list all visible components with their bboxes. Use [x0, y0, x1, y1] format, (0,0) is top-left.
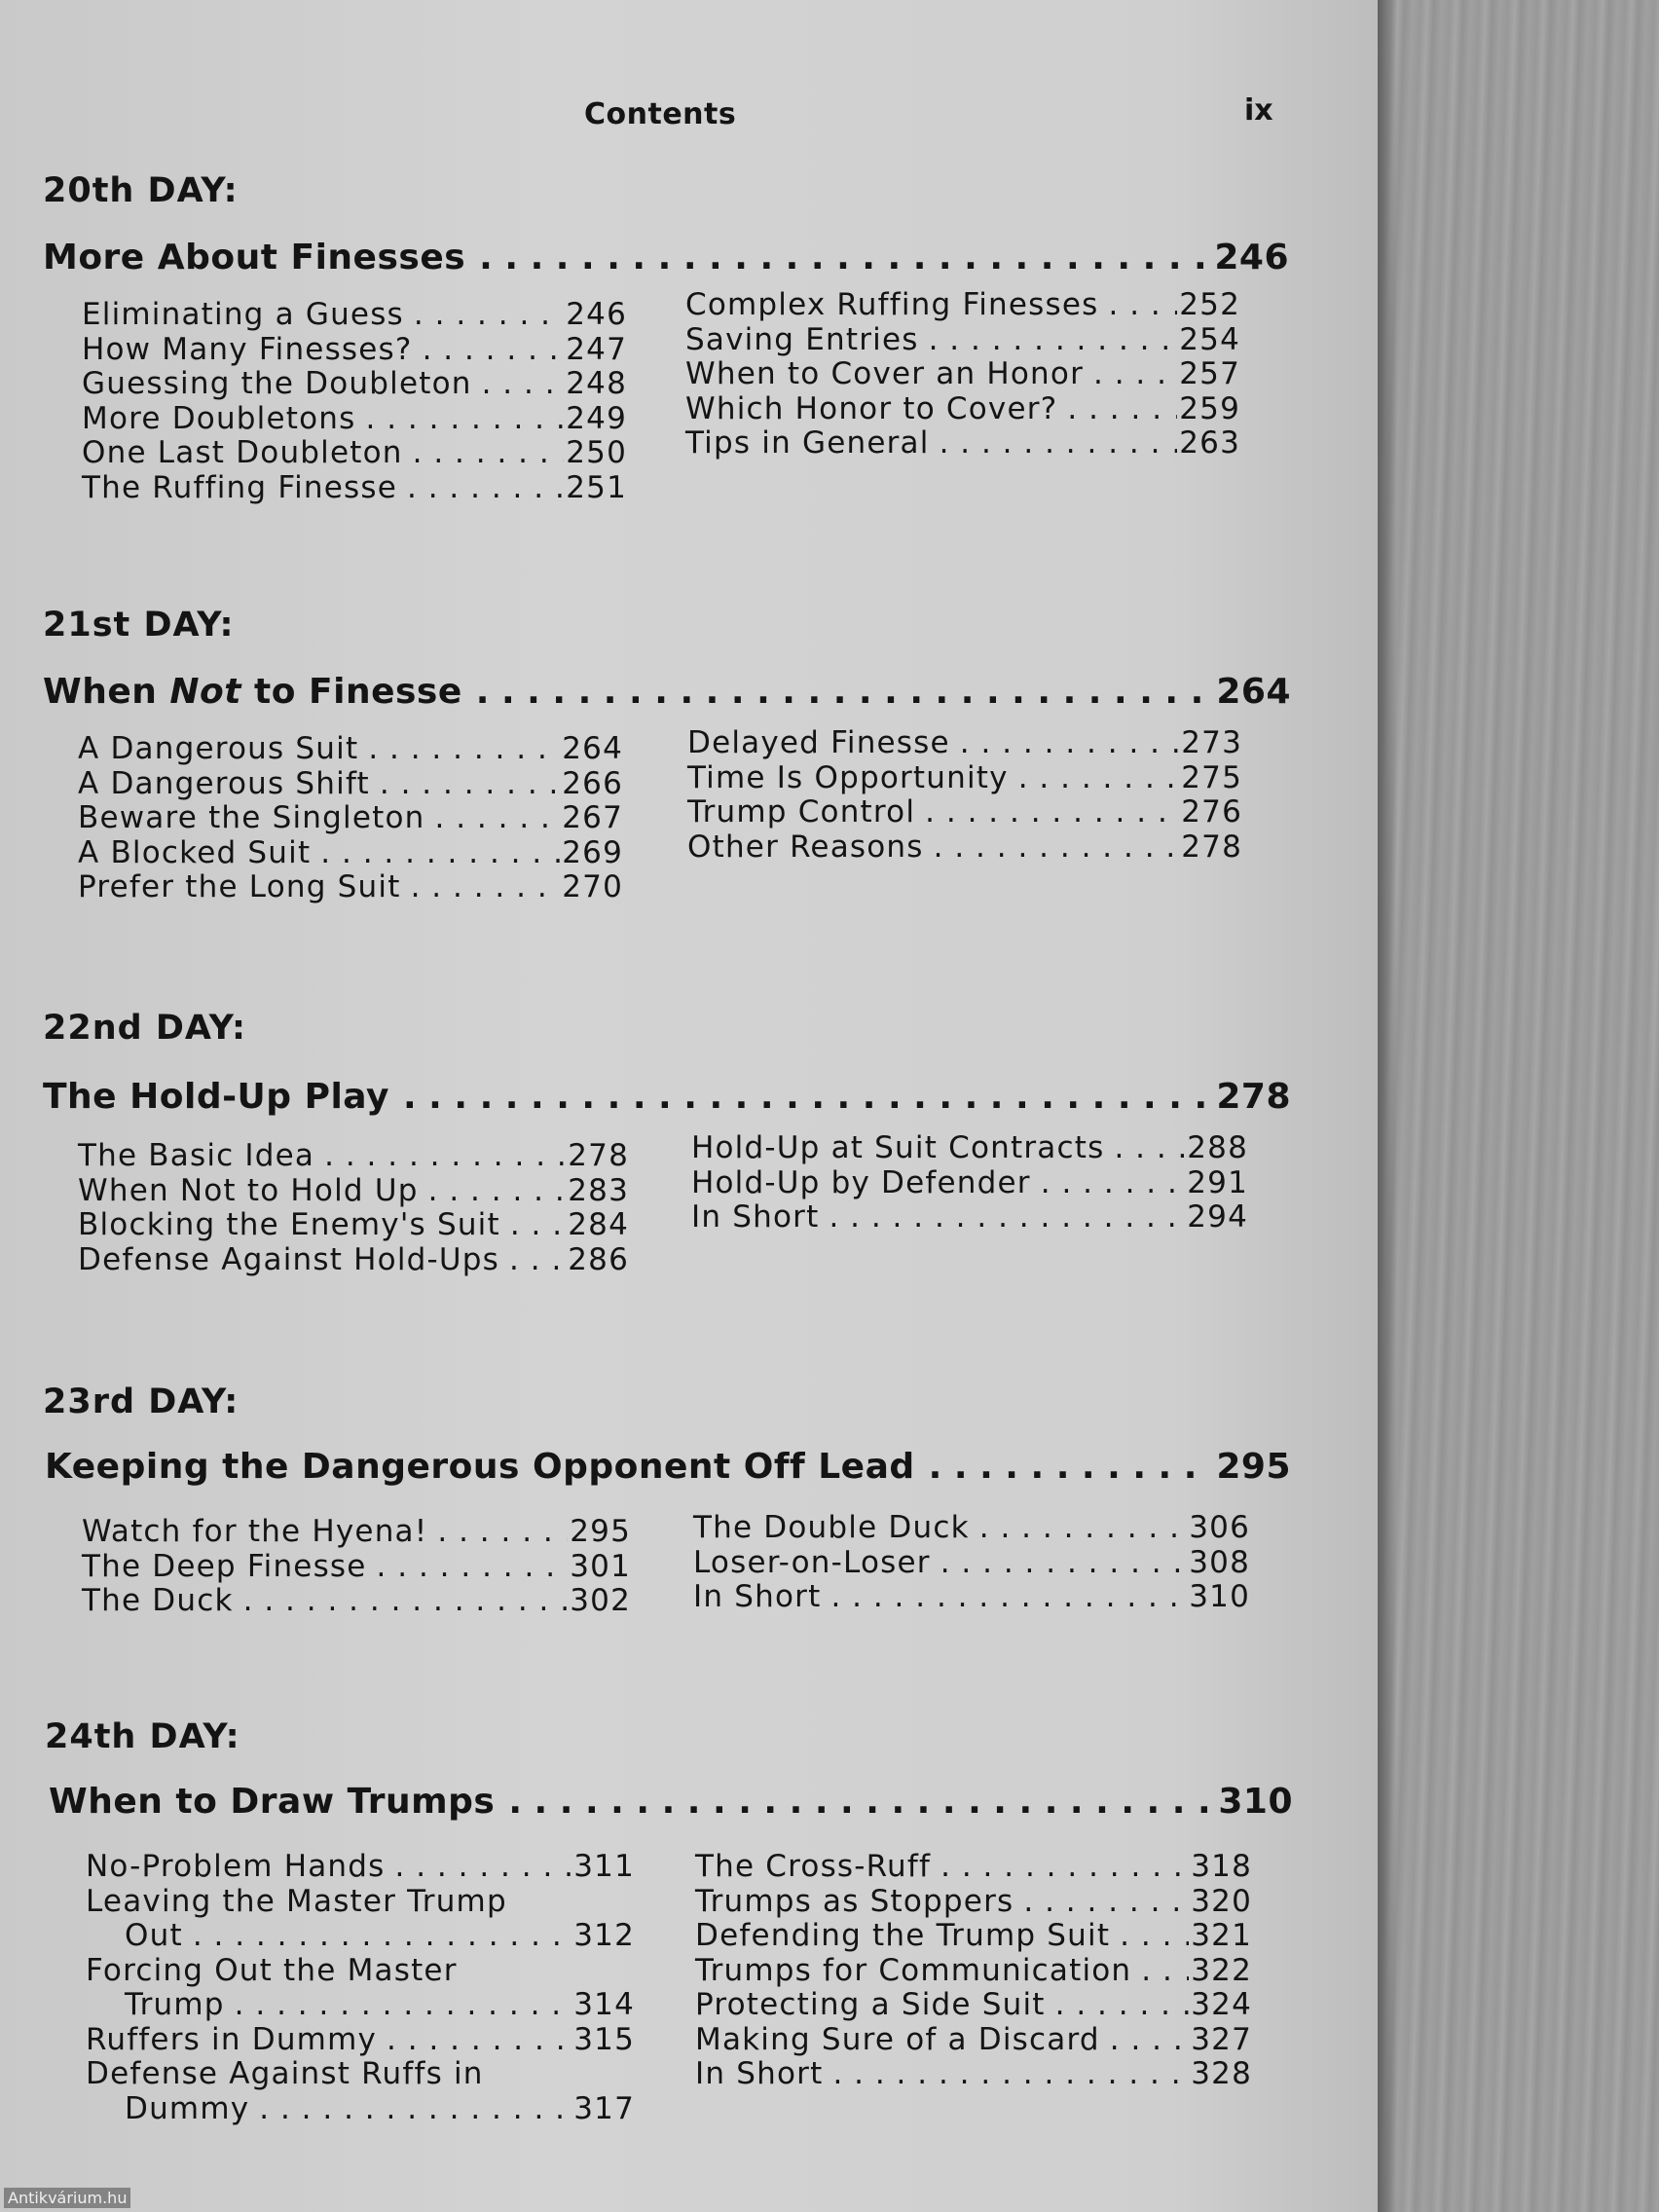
- toc-entry: In Short . . . 310: [693, 1580, 1250, 1615]
- toc-entry: Guessing the Doubleton . . . 248: [82, 367, 627, 402]
- toc-column-right: [691, 1131, 1248, 1235]
- toc-entry: Saving Entries . . . 254: [685, 323, 1240, 358]
- chapter-title: More About Finesses: [43, 238, 466, 277]
- toc-entry: Defense Against Ruffs in: [86, 2056, 484, 2091]
- toc-column-left: [86, 1850, 635, 2126]
- toc-entry: Tips in General . . . 263: [685, 426, 1240, 461]
- toc-entry: Blocking the Enemy's Suit . . . 284: [78, 1208, 629, 1243]
- toc-column-left: [78, 1139, 629, 1277]
- toc-entry-continuation: Out . . . 312: [86, 1919, 635, 1954]
- toc-entry: Defending the Trump Suit . . . 321: [695, 1919, 1252, 1954]
- toc-entry: Protecting a Side Suit . . . 324: [695, 1988, 1252, 2023]
- toc-entry: When Not to Hold Up . . . 283: [78, 1174, 629, 1209]
- toc-entry: The Basic Idea . . . 278: [78, 1139, 629, 1174]
- chapter-page: 278: [1216, 1077, 1291, 1117]
- toc-column-right: [695, 1850, 1252, 2092]
- toc-entry: Delayed Finesse . . . 273: [687, 726, 1242, 761]
- toc-entry: In Short . . . 328: [695, 2057, 1252, 2092]
- chapter-page: 310: [1218, 1782, 1293, 1822]
- chapter-page: 246: [1214, 238, 1289, 277]
- toc-entry: Defense Against Hold-Ups . . . 286: [78, 1243, 629, 1278]
- day-heading: 20th DAY:: [43, 171, 239, 210]
- chapter-page: 295: [1216, 1447, 1291, 1487]
- toc-entry: Trump Control . . . 276: [687, 795, 1242, 830]
- chapter-title-row: [43, 672, 1291, 712]
- toc-entry: Loser-on-Loser . . . 308: [693, 1546, 1250, 1581]
- toc-entry: Eliminating a Guess . . . 246: [82, 298, 627, 333]
- toc-entry: In Short . . . 294: [691, 1200, 1248, 1235]
- toc-column-right: [693, 1511, 1250, 1615]
- toc-column-left: [82, 298, 627, 505]
- toc-column-right: [685, 288, 1240, 461]
- toc-entry: Which Honor to Cover? . . . 259: [685, 392, 1240, 427]
- watermark: Antikvárium.hu: [4, 2188, 130, 2208]
- toc-entry: Time Is Opportunity . . . 275: [687, 761, 1242, 796]
- chapter-page: 264: [1216, 672, 1291, 712]
- chapter-title: When Not to Finesse: [43, 672, 462, 712]
- toc-entry: No-Problem Hands . . . 311: [86, 1850, 635, 1885]
- toc-entry: A Blocked Suit . . . 269: [78, 836, 623, 871]
- day-heading: 23rd DAY:: [43, 1382, 240, 1421]
- day-heading: 21st DAY:: [43, 606, 235, 645]
- toc-entry: Trumps for Communication . . . 322: [695, 1954, 1252, 1989]
- toc-column-left: [82, 1515, 631, 1619]
- dot-leader: [479, 238, 1210, 277]
- dot-leader: [476, 672, 1213, 712]
- wood-background: [1363, 0, 1659, 2212]
- toc-entry: A Dangerous Shift . . . 266: [78, 767, 623, 802]
- toc-entry: Other Reasons . . . 278: [687, 830, 1242, 866]
- toc-entry: One Last Doubleton . . . 250: [82, 436, 627, 471]
- toc-entry: A Dangerous Suit . . . 264: [78, 732, 623, 767]
- chapter-title-row: [49, 1782, 1293, 1822]
- toc-entry: Ruffers in Dummy . . . 315: [86, 2023, 635, 2058]
- chapter-title-row: [43, 1077, 1291, 1117]
- day-heading: 24th DAY:: [45, 1717, 240, 1756]
- toc-column-left: [78, 732, 623, 905]
- toc-entry: How Many Finesses? . . . 247: [82, 333, 627, 368]
- toc-entry: Watch for the Hyena! . . . 295: [82, 1515, 631, 1550]
- toc-entry-continuation: Trump . . . 314: [86, 1988, 635, 2023]
- toc-entry: Beware the Singleton . . . 267: [78, 801, 623, 836]
- toc-entry: Leaving the Master Trump: [86, 1883, 507, 1919]
- toc-column-right: [687, 726, 1242, 865]
- toc-entry: The Deep Finesse . . . 301: [82, 1550, 631, 1585]
- chapter-title-row: [45, 1447, 1291, 1487]
- day-heading: 22nd DAY:: [43, 1009, 246, 1048]
- toc-entry: Trumps as Stoppers . . . 320: [695, 1885, 1252, 1920]
- toc-entry: The Duck . . . 302: [82, 1584, 631, 1619]
- chapter-title-row: [43, 238, 1289, 277]
- toc-entry: The Ruffing Finesse . . . 251: [82, 471, 627, 506]
- toc-entry: The Cross-Ruff . . . 318: [695, 1850, 1252, 1885]
- toc-entry: Making Sure of a Discard . . . 327: [695, 2023, 1252, 2058]
- chapter-title: Keeping the Dangerous Opponent Off Lead: [45, 1447, 915, 1487]
- page-number: ix: [1244, 93, 1273, 128]
- toc-entry: Complex Ruffing Finesses . . . 252: [685, 288, 1240, 323]
- toc-entry: The Double Duck . . . 306: [693, 1511, 1250, 1546]
- chapter-title: When to Draw Trumps: [49, 1782, 496, 1822]
- chapter-title: The Hold-Up Play: [43, 1077, 389, 1117]
- toc-entry: Hold-Up by Defender . . . 291: [691, 1166, 1248, 1201]
- toc-entry: More Doubletons . . . 249: [82, 402, 627, 437]
- toc-entry: Forcing Out the Master: [86, 1952, 458, 1988]
- toc-entry-continuation: Dummy . . . 317: [86, 2092, 635, 2127]
- dot-leader: [929, 1447, 1213, 1487]
- dot-leader: [508, 1782, 1214, 1822]
- toc-entry: When to Cover an Honor . . . 257: [685, 357, 1240, 392]
- running-head: Contents: [584, 97, 737, 131]
- toc-entry: Prefer the Long Suit . . . 270: [78, 870, 623, 905]
- dot-leader: [403, 1077, 1212, 1117]
- toc-entry: Hold-Up at Suit Contracts . . . 288: [691, 1131, 1248, 1166]
